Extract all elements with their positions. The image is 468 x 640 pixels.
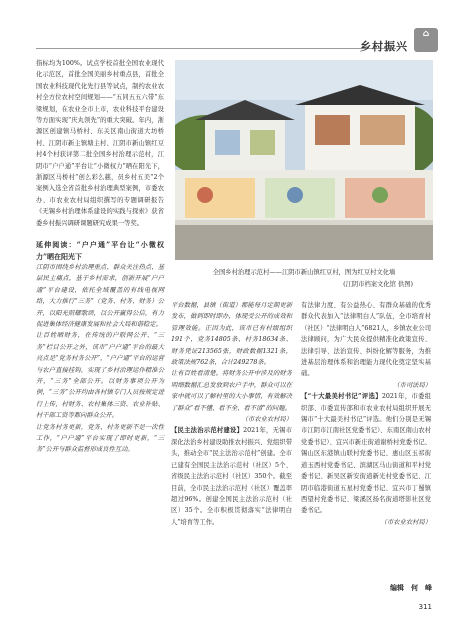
author-signature: （市农业农村局） — [241, 416, 292, 424]
village-wall-photo — [175, 60, 433, 260]
photo-credit: (江阴市档案文化馆 供图) — [343, 281, 413, 288]
paragraph: 让党务村务更新，党务、村务更新不是一次性工作，“户户通”平台实现了即时更新，“三务”公开与群众监督形成良性互动。 — [36, 423, 164, 454]
editor-credit: 编辑 何 峰 — [390, 584, 432, 592]
section-heading: 【“十大最美村书记”评选】 — [301, 393, 382, 401]
paragraph: 江阴市围绕乡村治理重点、群众关注热点、基层民主痛点，基于乡村需求，创新开展“户户通”平台建设，依托全域覆盖的有线电视网络，大力推行“三务”（党务、村务、财务）公开，以阳光照耀歌颂，以公开赢得公信，有力促进集体经济健康发展和社会大局和谐稳定。 — [36, 263, 164, 328]
magazine-logo-icon: ⌂ — [414, 28, 438, 52]
paragraph: 指标均为100%。试点学校首批全国农业现代化示范区，首批全国美丽乡村重点县，首批全国农业科技现代化先行县等试点，制约农业农村全方位农村空间规划——“五同五五六带”东梁规划，在农业全市上市，农业科技平台建设等方面实现“庆丸领先”的重大突破。年内，浙源区创建镇马桥村、东关区南山街道大坊桥村、江阴市新主镇塘主村、江阴市新山镇红豆村4个村获评第二批全国乡村治理示范村，江阴市“户户通”平台让“小微权力”晒在阳光下，浙源区马桥村“创么彩么慈，员乡村五美”2个案例入选全省首批乡村治理典型案例，市委农办、市农业农村局组织撰写的专题调研报告《无锡乡村治理体系建设的实践与探索》获省委乡村振兴调研课题研究成果一等奖。 — [36, 60, 164, 227]
column-2 — [171, 300, 292, 528]
paragraph: 让百姓晒财务，在传统的户联网公开、“三务”栏目公开之外，该市“户户通”平台的最大亮点是“党务村务公开”，“户户通”平台的运营与农户直接挂钩，实现了乡村治理运作精准公开，“三务”全部公开。以财务事项公开为例，“三务”公开均由各村镇专门人员按规定进行上传，村财务、农村集体三资、农业补贴、村干部工资等都向群众公开。 — [36, 332, 164, 420]
page-number: 311 — [418, 603, 432, 611]
author-signature: （市司法局） — [393, 381, 431, 389]
paragraph: 有法律力度、有公益热心、有群众基础的优秀群众代表加入“法律明白人”队伍，全市培育村（社区）“法律明白人”6821人，乡镇农业公司法律顾问，为广大民众提供精准化政策宣传、法律引导、法治宣传、纠纷化解等服务，为推进基层治理体系和治理能力现代化奠定坚实基础。 — [301, 302, 431, 378]
paragraph: 平台数据，县镇（街道）都能每月定期更新发布，做到即时即办，体现受公开的成效和管理效能。正因为此，该市已有村级组织191个、党务14805条、村务18634条、财务凭证213565张，财政数据1321条，政策法规762条，合计249278条。 — [171, 302, 292, 367]
paragraph-text: 2021年，市委组织部、市委宣传部和市农业农村局组织开展无锡市“十大最美村书记”评选。他们分别是无锡市江阴市江南社区党委书记）、东南区南山农村党委书记）、宜兴市新庄街道谢桥村党委书记、锡山区东港镇山联村党委书记、惠山区玉祁街道玉西村党委书记、滨湖区马山街道和平村党委书记、新吴区新安街道新光村党委书记、江阴市临港街道五星村党委书记、宜兴市丁蜀镇西望村党委书记、梁溪区扬名街道塔影社区党委书记。 — [301, 393, 431, 515]
header-rule — [36, 48, 396, 49]
column-1 — [36, 58, 164, 456]
paragraph: 让有百姓看清楚。将财务公开中涉及的财务明细数据汇总发放到农户手中，群众可以在家中就可以了解村里的大小事情，有效解决了群众“看不懂、看不全、看不清”的问题。 — [171, 370, 292, 412]
section-heading: 延伸阅读：“户户通”平台让“小微权力”晒在阳光下 — [36, 240, 164, 261]
photo-caption — [175, 267, 433, 291]
paragraph-text: 2021年，无锡市深化法治乡村建设助推农村振兴、党组织带头，推动全市“民主法治示范村”创建。全市已建有全国民主法治示范村（社区）5个、省级民主法治示范村（社区）350个。截至目前，全市民主法治示范村（社区）覆盖率超过96%。创建全国民主法治示范村（社区）35个。全市积极贯彻落实“法律明白人”培育等工作。 — [171, 427, 292, 526]
section-title: 乡村振兴 — [360, 40, 408, 53]
author-signature: （市农业农村局） — [380, 518, 431, 526]
paragraph — [171, 425, 292, 528]
caption-text: 全国乡村治理示范村——江阴市新山镇红豆村，图为红豆村文化墙 — [212, 269, 396, 276]
column-3 — [301, 300, 431, 528]
paragraph — [301, 391, 431, 516]
section-heading: 【民主法治示范村建设】 — [171, 427, 244, 435]
